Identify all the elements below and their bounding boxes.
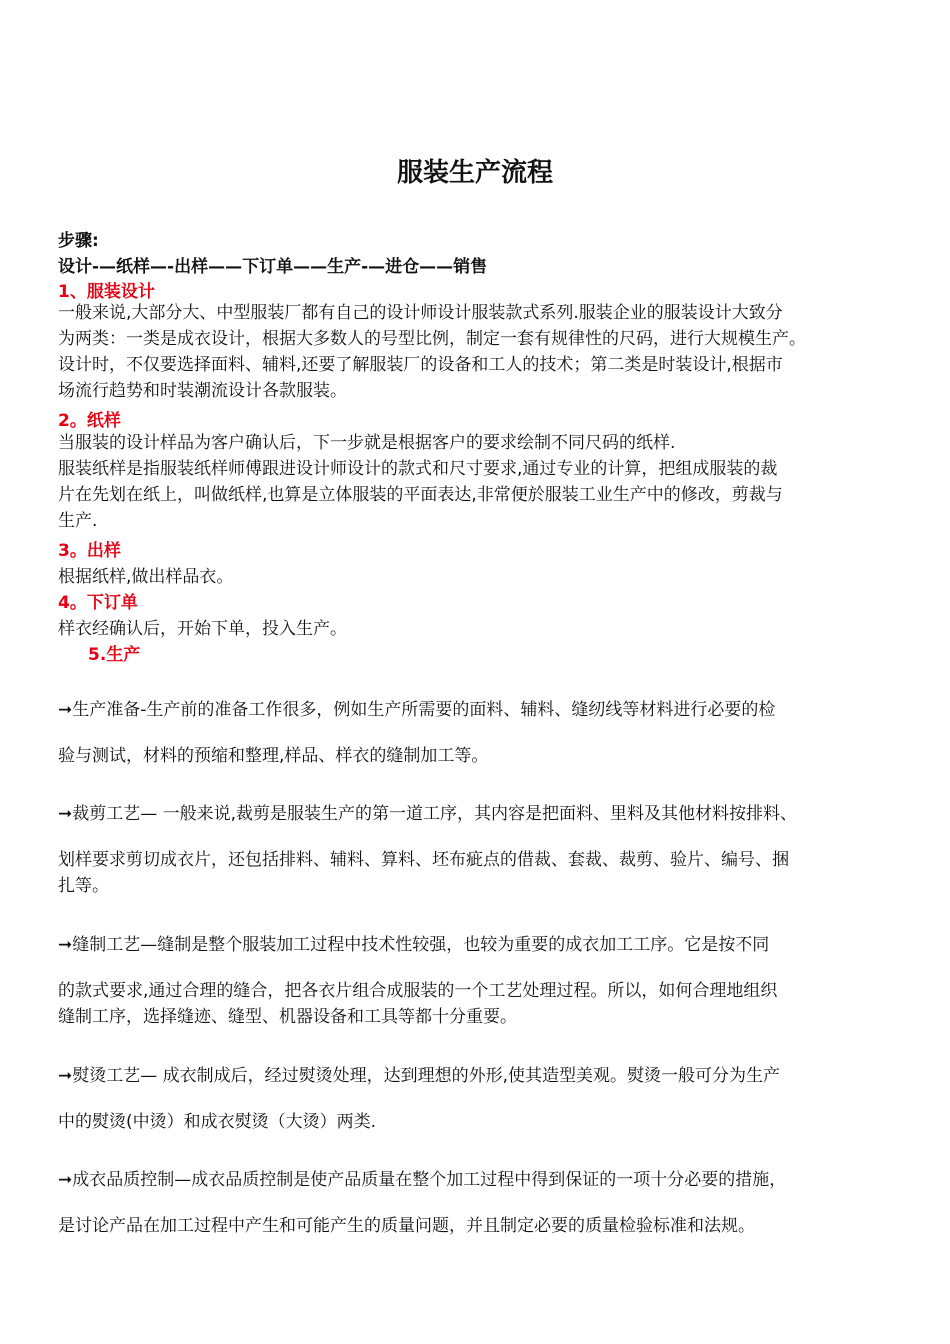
- section-body-order: 样衣经确认后，开始下单，投入生产。: [58, 619, 347, 639]
- section-body-sample: 根据纸样,做出样品衣。: [58, 567, 234, 587]
- arrow-icon: ➞: [58, 700, 73, 720]
- section-body-design: [58, 300, 890, 404]
- bullet-text: 缝制工艺—缝制是整个服装加工过程中技术性较强，也较为重要的成衣加工工序。它是按不同: [72, 935, 770, 955]
- bullet-text: 裁剪工艺— 一般来说,裁剪是服装生产的第一道工序，其内容是把面料、里料及其他材料按排料、: [72, 804, 798, 824]
- arrow-icon: ➞: [58, 804, 73, 824]
- bullet-cutting: [58, 801, 892, 899]
- arrow-icon: ➞: [58, 1170, 73, 1190]
- text-line: 一般来说,大部分大、中型服装厂都有自己的设计师设计服装款式系列.服装企业的服装设计大致分: [58, 303, 783, 323]
- bullet-text: 扎等。: [58, 876, 109, 896]
- text-line: 片在先划在纸上，叫做纸样,也算是立体服装的平面表达,非常便於服装工业生产中的修改，剪裁与: [58, 485, 783, 505]
- section-body-pattern: [58, 430, 890, 534]
- text-line: 服装纸样是指服装纸样师傅跟进设计师设计的款式和尺寸要求,通过专业的计算，把组成服装的裁: [58, 459, 778, 479]
- bullet-ironing: [58, 1063, 892, 1135]
- text-line: 场流行趋势和时装潮流设计各款服装。: [58, 381, 347, 401]
- section-heading-pattern: 2。纸样: [58, 411, 121, 431]
- text-line: 当服装的设计样品为客户确认后，下一步就是根据客户的要求绘制不同尺码的纸样.: [58, 433, 676, 453]
- steps-label: 步骤:: [58, 231, 99, 251]
- text-line: 为两类：一类是成衣设计，根据大多数人的号型比例，制定一套有规律性的尺码，进行大规模生产。: [58, 329, 806, 349]
- bullet-text: 成衣品质控制—成衣品质控制是使产品质量在整个加工过程中得到保证的一项十分必要的措施，: [72, 1170, 787, 1190]
- bullet-text: 的款式要求,通过合理的缝合，把各衣片组合成服装的一个工艺处理过程。所以，如何合理地组织: [58, 981, 778, 1001]
- bullet-sewing: [58, 932, 892, 1030]
- bullet-text: 验与测试，材料的预缩和整理,样品、样衣的缝制加工等。: [58, 746, 489, 766]
- section-heading-sample: 3。出样: [58, 541, 121, 561]
- section-heading-design: 1、服装设计: [58, 282, 155, 302]
- bullet-text: 是讨论产品在加工过程中产生和可能产生的质量问题，并且制定必要的质量检验标准和法规。: [58, 1216, 755, 1236]
- steps-flow: 设计-—纸样—-出样——下订单——生产-—进仓——销售: [58, 257, 488, 277]
- section-heading-order: 4。下订单: [58, 593, 138, 613]
- text-line: 生产.: [58, 511, 98, 531]
- page-title: 服装生产流程: [396, 158, 553, 188]
- bullet-quality-control: [58, 1167, 892, 1239]
- bullet-text: 熨烫工艺— 成衣制成后，经过熨烫处理，达到理想的外形,使其造型美观。熨烫一般可分为生产: [72, 1066, 781, 1086]
- arrow-icon: ➞: [58, 1066, 73, 1086]
- bullet-text: 中的熨烫(中烫）和成衣熨烫（大烫）两类.: [58, 1112, 377, 1132]
- section-heading-production: 5.生产: [88, 645, 141, 665]
- text-line: 设计时，不仅要选择面料、辅料,还要了解服装厂的设备和工人的技术；第二类是时装设计,根据市: [58, 355, 783, 375]
- bullet-text: 划样要求剪切成衣片，还包括排料、辅料、算料、坯布疵点的借裁、套裁、裁剪、验片、编号、捆: [58, 850, 789, 870]
- bullet-text: 生产准备-生产前的准备工作很多，例如生产所需要的面料、辅料、缝纫线等材料进行必要的检: [72, 700, 776, 720]
- arrow-icon: ➞: [58, 935, 73, 955]
- bullet-production-prep: [58, 697, 892, 769]
- bullet-text: 缝制工序，选择缝迹、缝型、机器设备和工具等都十分重要。: [58, 1007, 517, 1027]
